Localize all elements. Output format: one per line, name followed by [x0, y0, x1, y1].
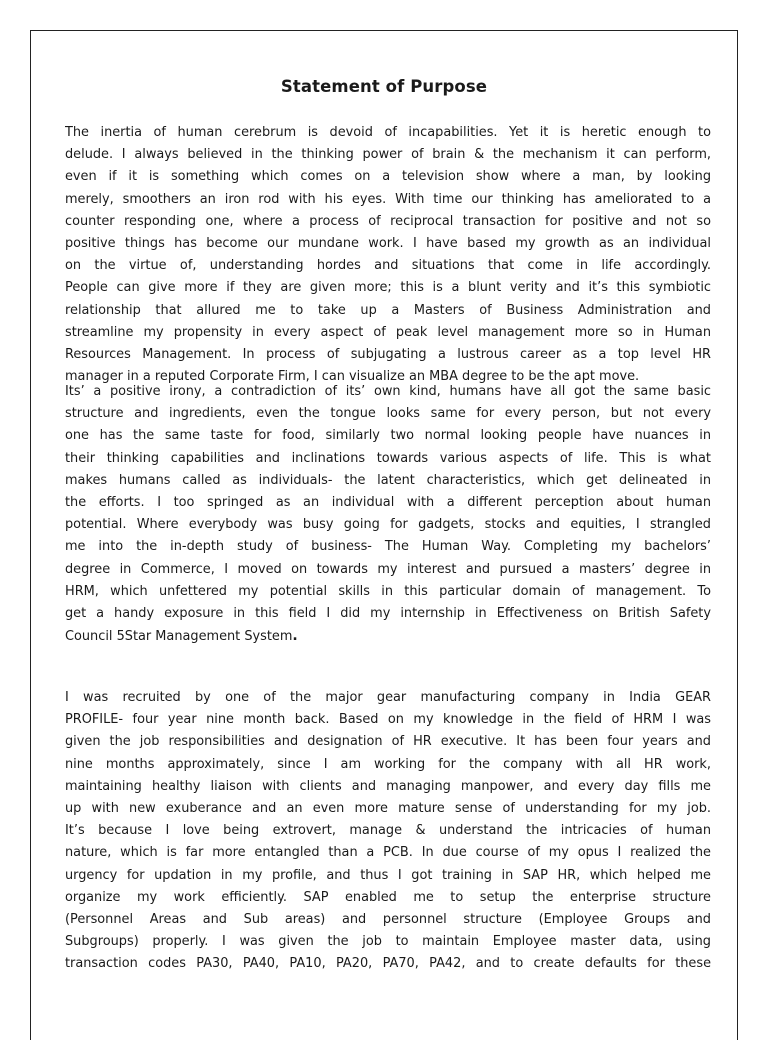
text-line: transaction codes PA30, PA40, PA10, PA20, PA70, PA42, and to create defaults for these — [65, 956, 711, 972]
text-line: makes humans called as individuals- the latent characteristics, which get delineated in — [65, 472, 711, 488]
text-line: counter responding one, where a process of reciprocal transaction for positive and not so — [65, 213, 711, 229]
paragraph-1 — [65, 122, 711, 388]
text-line: even if it is something which comes on a television show where a man, by looking — [65, 169, 711, 185]
text-line: streamline my propensity in every aspect of peak level management more so in Human — [65, 324, 711, 340]
text-line: given the job responsibilities and designation of HR executive. It has been four years and — [65, 734, 711, 750]
text-line: nine months approximately, since I am working for the company with all HR work, — [65, 756, 711, 772]
document-title: Statement of Purpose — [280, 77, 488, 96]
text-line: nature, which is far more entangled than a PCB. In due course of my opus I realized the — [65, 845, 711, 861]
text-line: Resources Management. In process of subjugating a lustrous career as a top level HR — [65, 346, 711, 362]
text-line: their thinking capabilities and inclinations towards various aspects of life. This is what — [65, 450, 711, 466]
document-page — [30, 30, 738, 1040]
text-line: on the virtue of, understanding hordes and situations that come in life accordingly. — [65, 258, 711, 274]
text-line: up with new exuberance and an even more mature sense of understanding for my job. — [65, 800, 711, 816]
text-line: relationship that allured me to take up a Masters of Business Administration and — [65, 302, 711, 318]
text-line: urgency for updation in my profile, and thus I got training in SAP HR, which helped me — [65, 867, 711, 883]
text-line: HRM, which unfettered my potential skills in this particular domain of management. To — [65, 583, 711, 599]
sentence-period: . — [292, 628, 298, 645]
text-line: Its’ a positive irony, a contradiction of its’ own kind, humans have all got the same basic — [65, 384, 711, 399]
text-line: me into the in-depth study of business- The Human Way. Completing my bachelors’ — [65, 539, 711, 555]
paragraph-3 — [65, 687, 711, 975]
text-line: organize my work efficiently. SAP enabled me to setup the enterprise structure — [65, 889, 711, 905]
text-line: PROFILE- four year nine month back. Based on my knowledge in the field of HRM I was — [65, 712, 711, 728]
paragraph-2 — [65, 381, 711, 647]
text-line: Subgroups) properly. I was given the job to maintain Employee master data, using — [65, 934, 711, 950]
text-line: the efforts. I too springed as an individual with a different perception about human — [65, 494, 711, 510]
text-line: manager in a reputed Corporate Firm, I can visualize an MBA degree to be the apt move. — [65, 369, 640, 385]
text-line: get a handy exposure in this field I did my internship in Effectiveness on British Safety — [65, 605, 711, 621]
text-line: positive things has become our mundane work. I have based my growth as an individual — [65, 235, 711, 251]
text-line: (Personnel Areas and Sub areas) and personnel structure (Employee Groups and — [65, 911, 711, 927]
text-line-content: Council 5Star Management System — [65, 629, 293, 645]
text-line: It’s because I love being extrovert, manage & understand the intricacies of human — [65, 823, 711, 839]
text-line: merely, smoothers an iron rod with his eyes. With time our thinking has ameliorated to a — [65, 191, 711, 207]
text-line: People can give more if they are given more; this is a blunt verity and it’s this symbiotic — [65, 280, 711, 296]
text-line: maintaining healthy liaison with clients and managing manpower, and every day fills me — [65, 778, 711, 794]
text-line: potential. Where everybody was busy going for gadgets, stocks and equities, I strangled — [65, 517, 711, 533]
text-line: delude. I always believed in the thinking power of brain & the mechanism it can perform, — [65, 147, 711, 163]
text-line: structure and ingredients, even the tongue looks same for every person, but not every — [65, 406, 711, 422]
text-line: degree in Commerce, I moved on towards my interest and pursued a masters’ degree in — [65, 561, 711, 577]
text-line: The inertia of human cerebrum is devoid of incapabilities. Yet it is heretic enough to — [65, 125, 711, 140]
text-line: I was recruited by one of the major gear manufacturing company in India GEAR — [65, 690, 711, 705]
text-line: one has the same taste for food, similarly two normal looking people have nuances in — [65, 428, 711, 444]
text-line-final — [65, 625, 711, 647]
